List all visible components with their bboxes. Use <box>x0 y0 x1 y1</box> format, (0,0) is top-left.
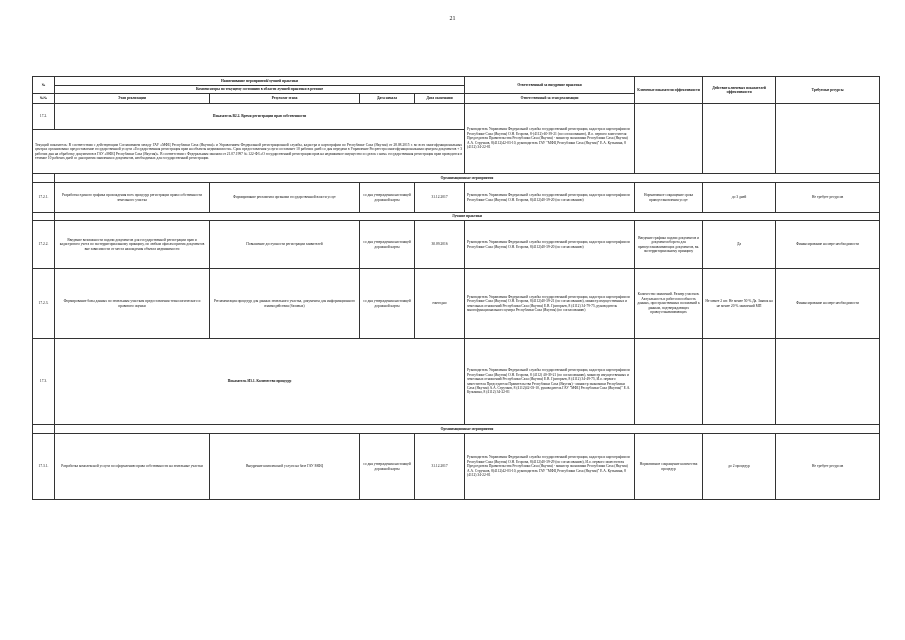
row-17-3-responsible: Руководитель Управления Федеральной службы государственной регистрации, кадастра и картографии по Республике Саха (Якутия) О.Н. Егорова, 8 (4112) 40-39-21 (по согласованию), министр имущественных и земельных отношений Республики Саха (Якутия) Е.В. Григорьев, 8 (4112) 34-49-75, И.о. первого заместителя Председателя Правительства Республики Саха (Якутия) - министр экономики Республики Саха (Якутия) А.А. Стручков, 8 (4112)42-03-10, руководитель ГАУ "МФЦ Республики Саха (Якутия)" Е.А. Кузьмина, 8 (4112) 34-22-81 <box>465 339 635 425</box>
row-17-3-1-responsible: Руководитель Управления Федеральной службы государственной регистрации, кадастра и картографии по Республике Саха (Якутия) О.Н. Егорова, 8(4112)40-39-29 (по согласованию), И.о. первого заместителя Председателя Правительства Республики Саха (Якутия) - министр экономики Республики Саха (Якутия) А.А. Стручков, 8(4112)42-03-10, руководитель ГАУ "МФЦ Республики Саха (Якутия)" Е.А. Кузьмина, 8 (4112) 34-22-81 <box>465 434 635 500</box>
header-responsible-group: Ответственный за внедрение практики <box>465 77 635 94</box>
header-end: Дата окончания <box>415 94 465 104</box>
row-17-2-3-responsible: Руководитель Управления Федеральной службы государственной регистрации, кадастра и картографии по Республике Саха (Якутия) О.Н. Егорова, 8(4112)40-39-21 (по согласованию), министр имущественных и земельных отношений Республики Саха (Якутия) Е.В. Григорьев, 8 (4112) 34-79-75, руководитель многофункционального центра Республики Саха (Якутия) (по согласованию) <box>465 269 635 339</box>
row-17-2-3-start: со дня утверждения настоящей дорожной карты <box>360 269 415 339</box>
row-17-2-1-start: со дня утверждения настоящей дорожной карты <box>360 183 415 213</box>
header-no-no: №№ <box>33 94 55 104</box>
row-17-2-1-end: 31.12.2017 <box>415 183 465 213</box>
row-17-2-2-start: со дня утверждения настоящей дорожной карты <box>360 221 415 269</box>
header-start: Дата начала <box>360 94 415 104</box>
row-17-2-3-resources: Финансирование на мере необходимости <box>776 269 880 339</box>
row-17-2-1-result: Формирование регламента органами государственной власти услуг <box>210 183 360 213</box>
row-17-3-1-stage: Разработка комплексной услуги по оформлению права собственности на земельные участки <box>55 434 210 500</box>
row-17-2-1-responsible: Руководитель Управления Федеральной службы государственной регистрации, кадастра и картографии по Республике Саха (Якутия) О.Н. Егорова, 8(4112)40-39-20 (по согласованию) <box>465 183 635 213</box>
row-17-3-1-end: 31.12.2017 <box>415 434 465 500</box>
header-measure-group: Наименование мероприятий/лучшей практики <box>55 77 465 86</box>
row-17-2-title: Показатель В2.2. Время регистрации прав собственности <box>55 104 465 130</box>
row-17-2-1-indicator: до 3 дней <box>703 183 776 213</box>
section-organizational-1: Организационные мероприятия <box>55 174 880 183</box>
page-number: 21 <box>449 16 456 22</box>
row-17-2-number: 17.2. <box>33 104 55 130</box>
header-no: № <box>33 77 55 94</box>
row-17-2-2-stage: Введение возможности подачи документов для государственной регистрации прав и кадастрового учета по экстерриториальному принципу, по любым офисам приема документов вне зависимости от места нахождения объекта недвижимости <box>55 221 210 269</box>
row-17-2-2-responsible: Руководитель Управления Федеральной службы государственной регистрации, кадастра и картографии по Республике Саха (Якутия) О.Н. Егорова, 8(4112)40-39-20 (по согласованию) <box>465 221 635 269</box>
row-17-2-2-number: 17.2.2. <box>33 221 55 269</box>
row-17-2-responsible: Руководитель Управления Федеральной службы государственной регистрации, кадастра и картографии по Республике Саха (Якутия) О.Н. Егорова, 8-(4112)-40-39-21 (по согласованию), И.о. первого заместителя Председателя Правительства Республики Саха (Якутия) - министр экономики Республики Саха (Якутия) А.А. Стручков, 8(4112)42-03-10, руководитель ГАУ "МФЦ Республики Саха (Якутия)" Е.А. Кузьмина, 8 (4112) 34-22-81 <box>465 104 635 174</box>
row-17-2-2-result: Повышение доступности регистрации заявителей <box>210 221 360 269</box>
row-17-2-3-end: ежегодно <box>415 269 465 339</box>
header-indicator: Действие ключевых показателей эффективности <box>703 77 776 104</box>
row-17-3-number: 17.3. <box>33 339 55 425</box>
row-17-2-2-resources: Финансирование на мере необходимости <box>776 221 880 269</box>
header-responsible: Ответственный за этап реализации <box>465 94 635 104</box>
row-17-2-1-number: 17.2.1. <box>33 183 55 213</box>
row-17-3-1-start: со дня утверждения настоящей дорожной карты <box>360 434 415 500</box>
row-17-3-title: Показатель И3.1. Количество процедур <box>55 339 465 425</box>
row-17-2-2-kpi: Введение графика подачи документов и документооборота для правоустанавливающих документов, вк. экстерриториальному принципу <box>635 221 703 269</box>
row-17-2-1-resources: Не требует ресурсов <box>776 183 880 213</box>
header-resources: Требуемые ресурсы <box>776 77 880 104</box>
row-17-3-1-kpi: Нормативное сокращение количества процедур <box>635 434 703 500</box>
row-17-2-1-kpi: Нормативное сокращение срока правоустановления услуг <box>635 183 703 213</box>
section-best-practices: Лучшие практики <box>55 213 880 221</box>
row-17-2-description: Текущий показатель: В соответствии с действующим Соглашением между ГАУ «МФЦ Республики Саха (Якутия)» и Управлением Федеральной регистрационной службы, кадастра и картографии по Республике Саха (Якутия) от 28.08.2015 г. во всех многофункциональных центрах организовано предоставление государственной услуги «Государственная регистрация прав на объекты недвижимости». Срок предоставления услуги составляет 10 рабочих дней со дня передачи в Управление Росреестра многофункциональным центром документов + 3 рабочих дня на обработку документов в ГАУ «МФЦ Республики Саха (Якутия)». В соответствии с Федеральным законом от 21.07.1997 № 122-ФЗ «О государственной регистрации прав на недвижимое имущество и сделок с ним» государственная регистрация прав проводится в течение 10 рабочих дней со дня приема заявления и документов, необходимых для государственной регистрации. <box>33 130 465 174</box>
row-17-2-2-end: 30.09.2016 <box>415 221 465 269</box>
row-17-3-1-resources: Не требует ресурсов <box>776 434 880 500</box>
header-result: Результат этапа <box>210 94 360 104</box>
row-17-2-1-stage: Разработка единого графика прохождения всех процедур регистрации права собственности земельного участка <box>55 183 210 213</box>
row-17-3-1-result: Внедрение комплексной услуги на базе ГАУ МФЦ <box>210 434 360 500</box>
header-compensation: Компенсаторы по текущему состоянию в области лучшей практики в регионе <box>55 86 465 94</box>
row-17-2-3-stage: Формирование базы данных по земельным участкам предоставления технологического и правового оценки <box>55 269 210 339</box>
roadmap-table <box>32 76 880 500</box>
row-17-2-3-result: Регламентация процедур для данных земельного участка, документы для информационного взаимодействия (базовых) <box>210 269 360 339</box>
header-kpi: Ключевые показатели эффективности <box>635 77 703 104</box>
row-17-2-3-indicator: Не менее 2 шт. Не менее 50 % Да. Заявок на не менее 20 % заявлений МП <box>703 269 776 339</box>
header-stage: Этап реализации <box>55 94 210 104</box>
section-organizational-2: Организационные мероприятия <box>55 425 880 434</box>
row-17-2-3-kpi: Количество заявлений. Размер участков. Актуальность и работоспособность данных, пространственных положений к данным, подтверждающих правоустанавливающих <box>635 269 703 339</box>
row-17-2-3-number: 17.2.3. <box>33 269 55 339</box>
row-17-3-1-indicator: до 2 процедур <box>703 434 776 500</box>
row-17-2-2-indicator: Да <box>703 221 776 269</box>
row-17-3-1-number: 17.3.1. <box>33 434 55 500</box>
